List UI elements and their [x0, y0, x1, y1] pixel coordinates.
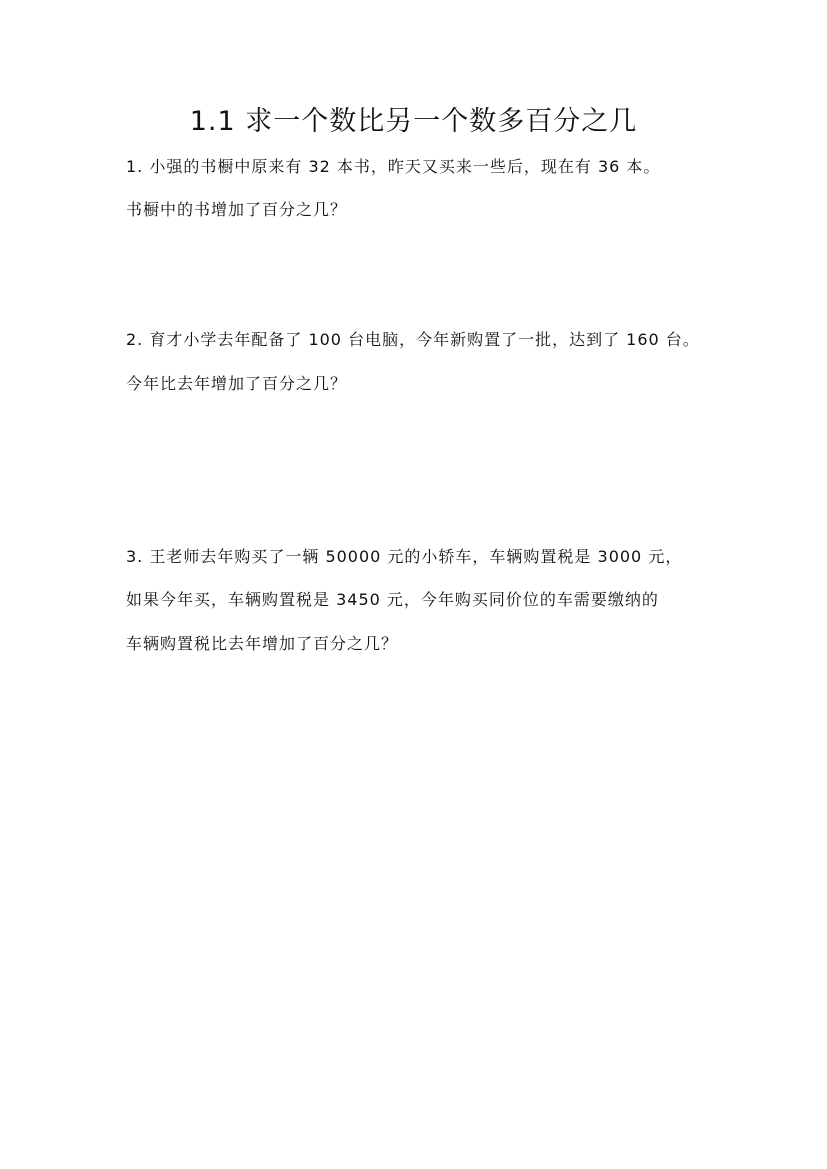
- question-1-line-1: 1. 小强的书橱中原来有 32 本书，昨天又买来一些后，现在有 36 本。: [126, 157, 661, 176]
- question-3-line-2: 如果今年买，车辆购置税是 3450 元，今年购买同价位的车需要缴纳的: [126, 590, 659, 609]
- page-title: 1.1 求一个数比另一个数多百分之几: [189, 106, 638, 137]
- question-2-line-1: 2. 育才小学去年配备了 100 台电脑，今年新购置了一批，达到了 160 台。: [126, 330, 700, 349]
- question-3-line-3: 车辆购置税比去年增加了百分之几？: [126, 634, 399, 653]
- question-2-line-2: 今年比去年增加了百分之几？: [126, 374, 348, 393]
- question-3-line-1: 3. 王老师去年购买了一辆 50000 元的小轿车，车辆购置税是 3000 元，: [126, 547, 683, 566]
- question-1-line-2: 书橱中的书增加了百分之几？: [126, 200, 348, 219]
